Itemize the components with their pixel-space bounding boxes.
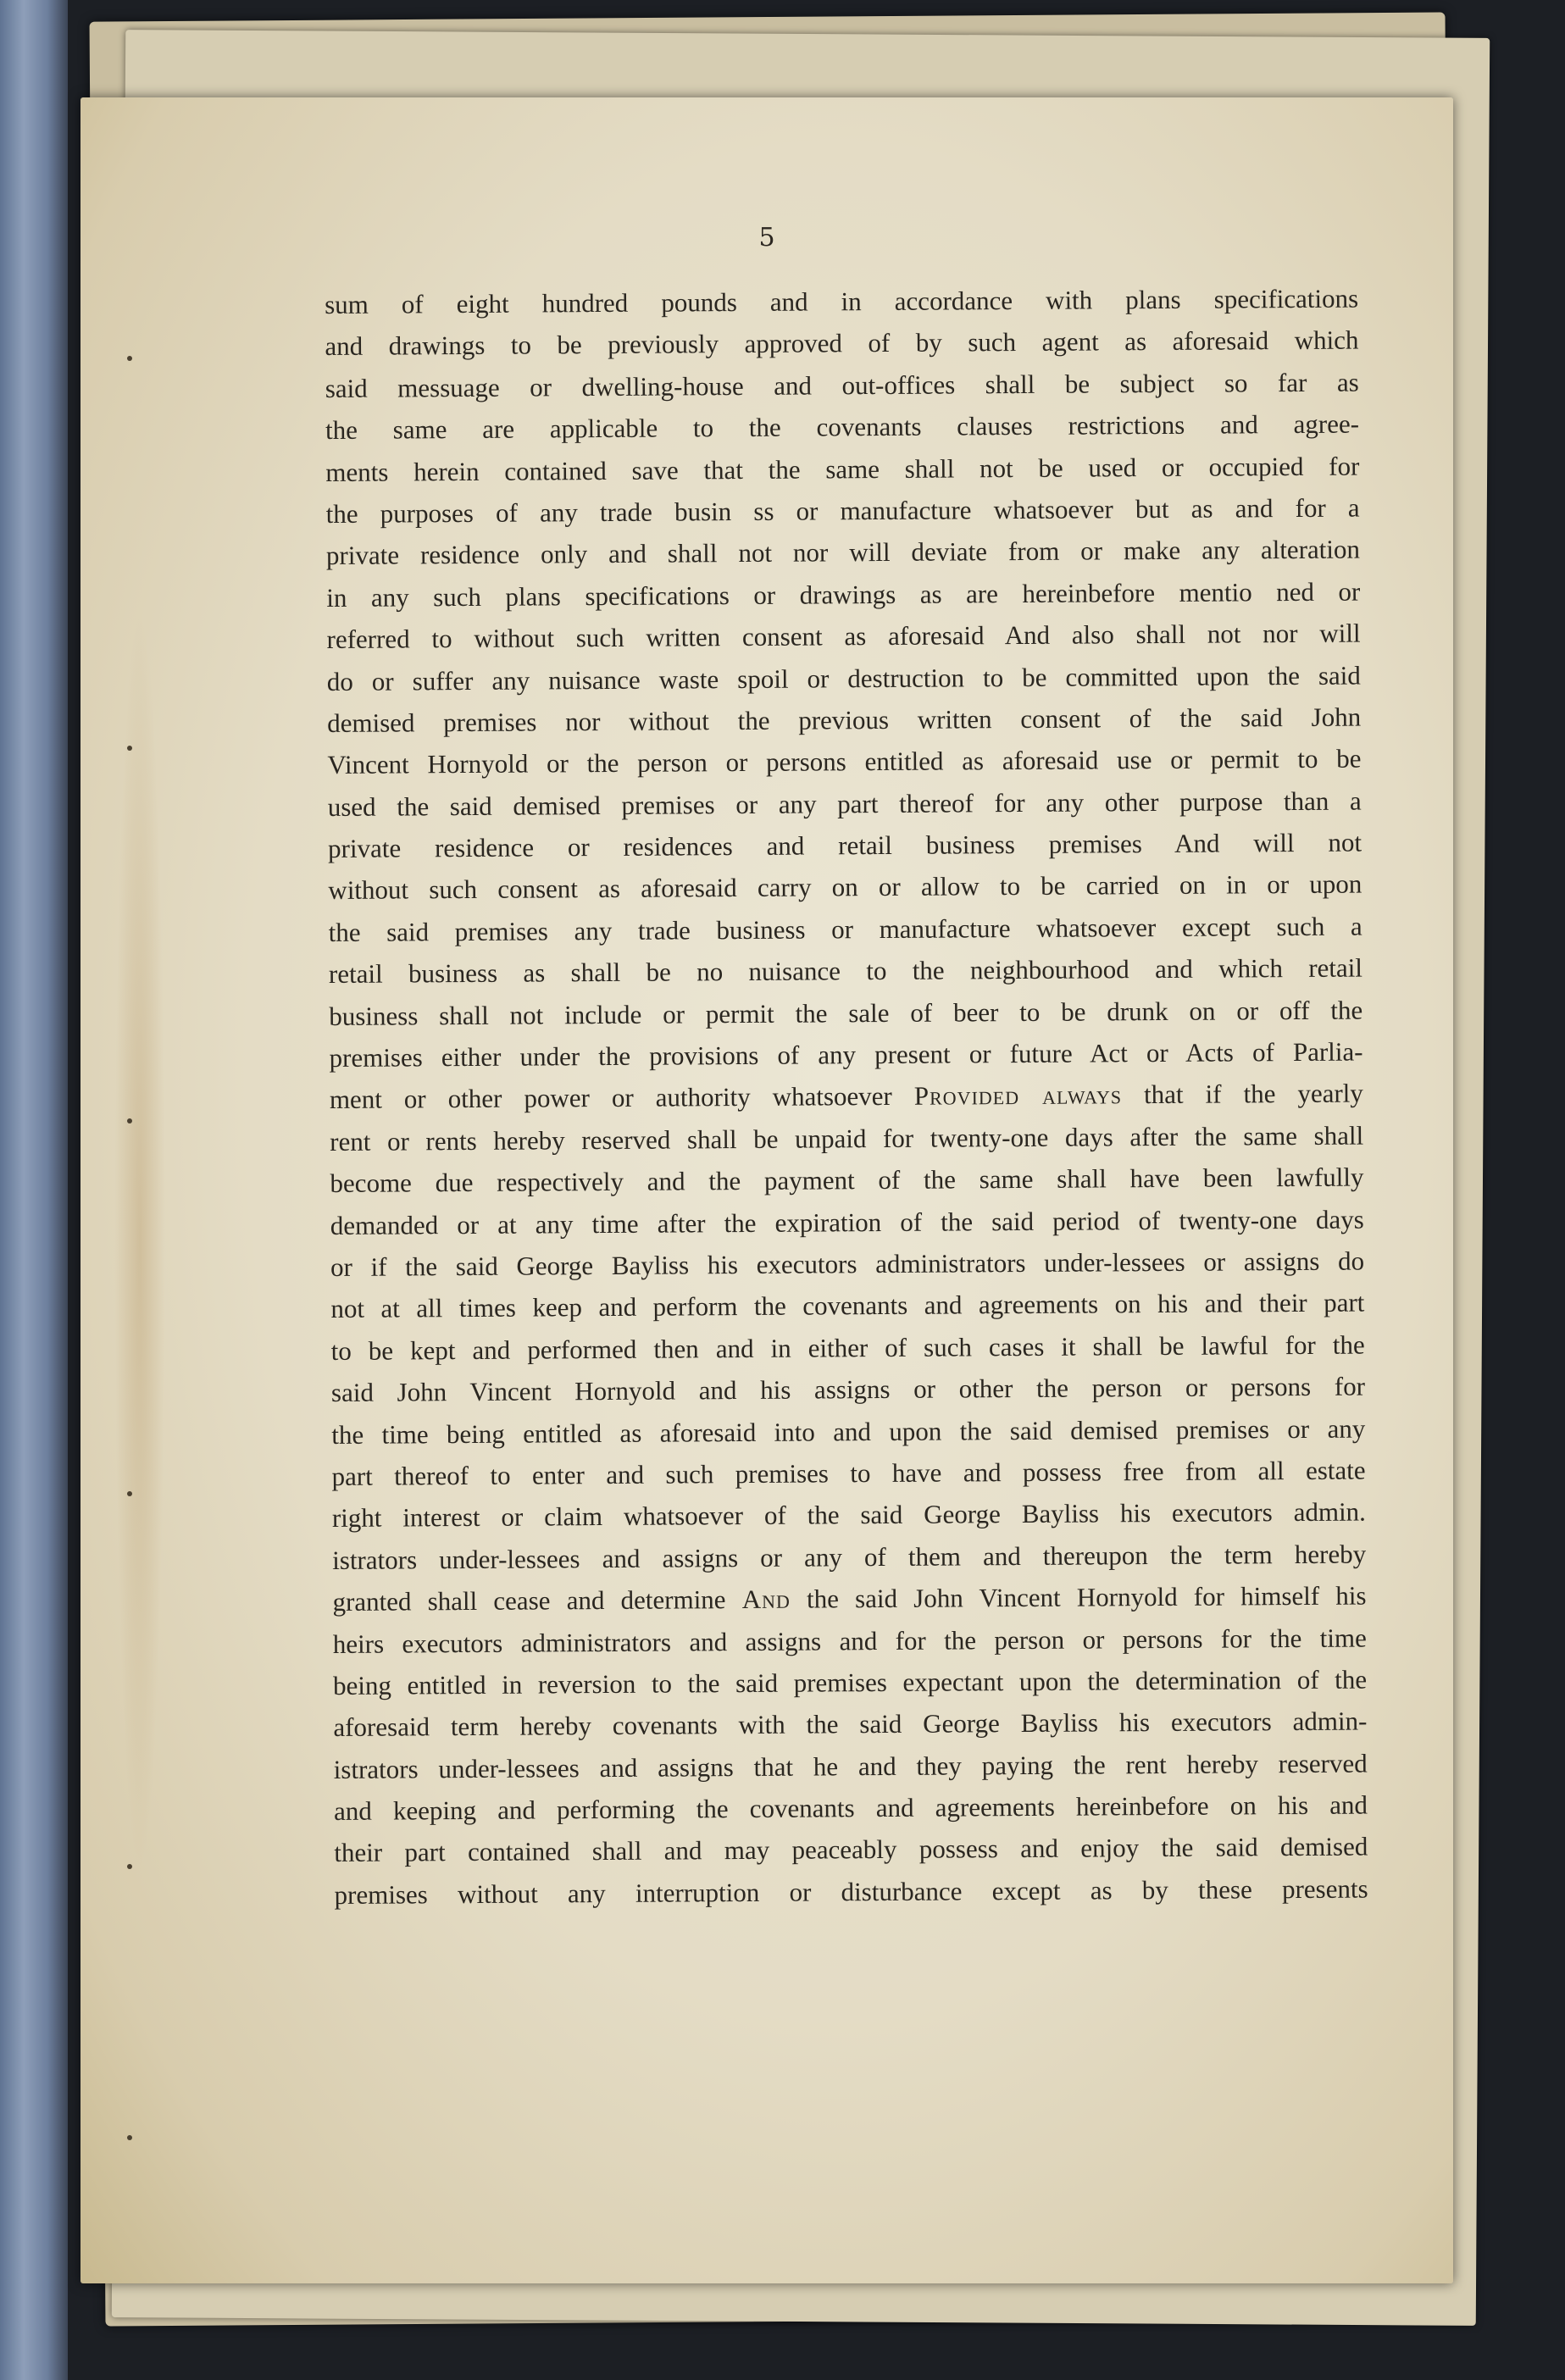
text-line: private residence or residences and retail business premises And will not: [327, 827, 1362, 864]
text-line: the time being entitled as aforesaid into and upon the said demised premises or any: [331, 1413, 1366, 1450]
text-line: become due respectively and the payment of the same shall have been lawfully: [330, 1162, 1364, 1199]
text-line-provided-always: [330, 1073, 1363, 1121]
text-line: ments herein contained save that the same shall not be used or occupied for: [325, 451, 1360, 487]
document-page: [80, 97, 1453, 2283]
text-line-segment: granted shall cease and determine: [332, 1584, 726, 1617]
text-line: aforesaid term hereby covenants with the said George Bayliss his executors admin-: [333, 1706, 1368, 1743]
text-line: the purposes of any trade busin ss or manufacture whatsoever but as and for a: [325, 492, 1360, 529]
punch-hole: [127, 2135, 132, 2140]
text-line: istrators under-lessees and assigns that he and they paying the rent hereby reserved: [333, 1748, 1368, 1784]
punch-hole: [127, 746, 132, 751]
text-line: part thereof to enter and such premises to have and possess free from all estate: [331, 1455, 1366, 1491]
text-line: being entitled in reversion to the said premises expectant upon the determination of the: [332, 1664, 1368, 1700]
book-binding-edge: [0, 0, 68, 2380]
text-line: the said premises any trade business or manufacture whatsoever except such a: [328, 911, 1362, 947]
text-line: to be kept and performed then and in either of such cases it shall be lawful for the: [330, 1329, 1365, 1366]
punch-hole: [127, 1491, 132, 1496]
text-line-segment: ment or other power or authority whatsoever: [329, 1081, 892, 1115]
text-line: demised premises nor without the previous written consent of the said John: [327, 702, 1362, 738]
text-line: and drawings to be previously approved of by such agent as aforesaid which: [325, 325, 1359, 362]
text-line-segment: that if the yearly: [1143, 1078, 1363, 1110]
punch-hole: [127, 1864, 132, 1869]
punch-hole: [127, 356, 132, 361]
text-line: their part contained shall and may peaceably possess and enjoy the said demised: [334, 1831, 1368, 1868]
text-line: demanded or at any time after the expiration of the said period of twenty-one days: [330, 1204, 1364, 1240]
text-line: not at all times keep and perform the covenants and agreements on his and their part: [330, 1287, 1365, 1324]
text-line: sum of eight hundred pounds and in accordance with plans specifications: [325, 283, 1359, 319]
text-line: do or suffer any nuisance waste spoil or destruction to be committed upon the said: [326, 660, 1361, 696]
page-number: 5: [758, 223, 775, 252]
punch-hole: [127, 1118, 132, 1123]
text-line: the same are applicable to the covenants clauses restrictions and agree-: [325, 408, 1360, 446]
text-line: retail business as shall be no nuisance to the neighbourhood and which retail: [328, 952, 1363, 990]
text-line: used the said demised premises or any part thereof for any other purpose than a: [327, 785, 1362, 822]
text-line: referred to without such written consent as aforesaid And also shall not nor will: [326, 618, 1361, 655]
text-line: and keeping and performing the covenants and agreements hereinbefore on his and: [333, 1789, 1368, 1827]
text-line: without such consent as aforesaid carry on or allow to be carried on in or upon: [328, 869, 1362, 906]
smallcaps-provided-always: Provided always: [913, 1079, 1123, 1112]
deed-text-block: [325, 278, 1368, 1917]
text-line: said messuage or dwelling-house and out-offices shall be subject so far as: [325, 367, 1359, 403]
text-line: or if the said George Bayliss his executors administrators under-lessees or assigns do: [330, 1245, 1365, 1282]
text-line: premises either under the provisions of any present or future Act or Acts of Parlia-: [329, 1036, 1363, 1073]
text-line: said John Vincent Hornyold and his assigns or other the person or persons for: [330, 1371, 1366, 1408]
text-line: business shall not include or permit the sale of beer to be drunk on or off the: [329, 995, 1363, 1031]
text-line: heirs executors administrators and assigns and for the person or persons for the time: [332, 1623, 1367, 1659]
text-line: istrators under-lessees and assigns or any of them and thereupon the term hereby: [332, 1539, 1367, 1575]
text-line: in any such plans specifications or drawings as are hereinbefore mentio ned or: [326, 576, 1361, 613]
text-line-segment: the said John Vincent Hornyold for himself his: [806, 1580, 1367, 1614]
text-line: Vincent Hornyold or the person or persons entitled as aforesaid use or permit to be: [327, 743, 1362, 780]
text-line-last: premises without any interruption or disturbance except as by these presents: [334, 1873, 1368, 1910]
text-line: right interest or claim whatsoever of the said George Bayliss his executors admin.: [331, 1496, 1366, 1534]
text-line: rent or rents hereby reserved shall be unpaid for twenty-one days after the same shall: [330, 1120, 1364, 1157]
text-line-and-clause: [332, 1575, 1366, 1623]
text-line: private residence only and shall not nor will deviate from or make any alteration: [325, 534, 1361, 571]
smallcaps-and: And: [741, 1584, 791, 1615]
